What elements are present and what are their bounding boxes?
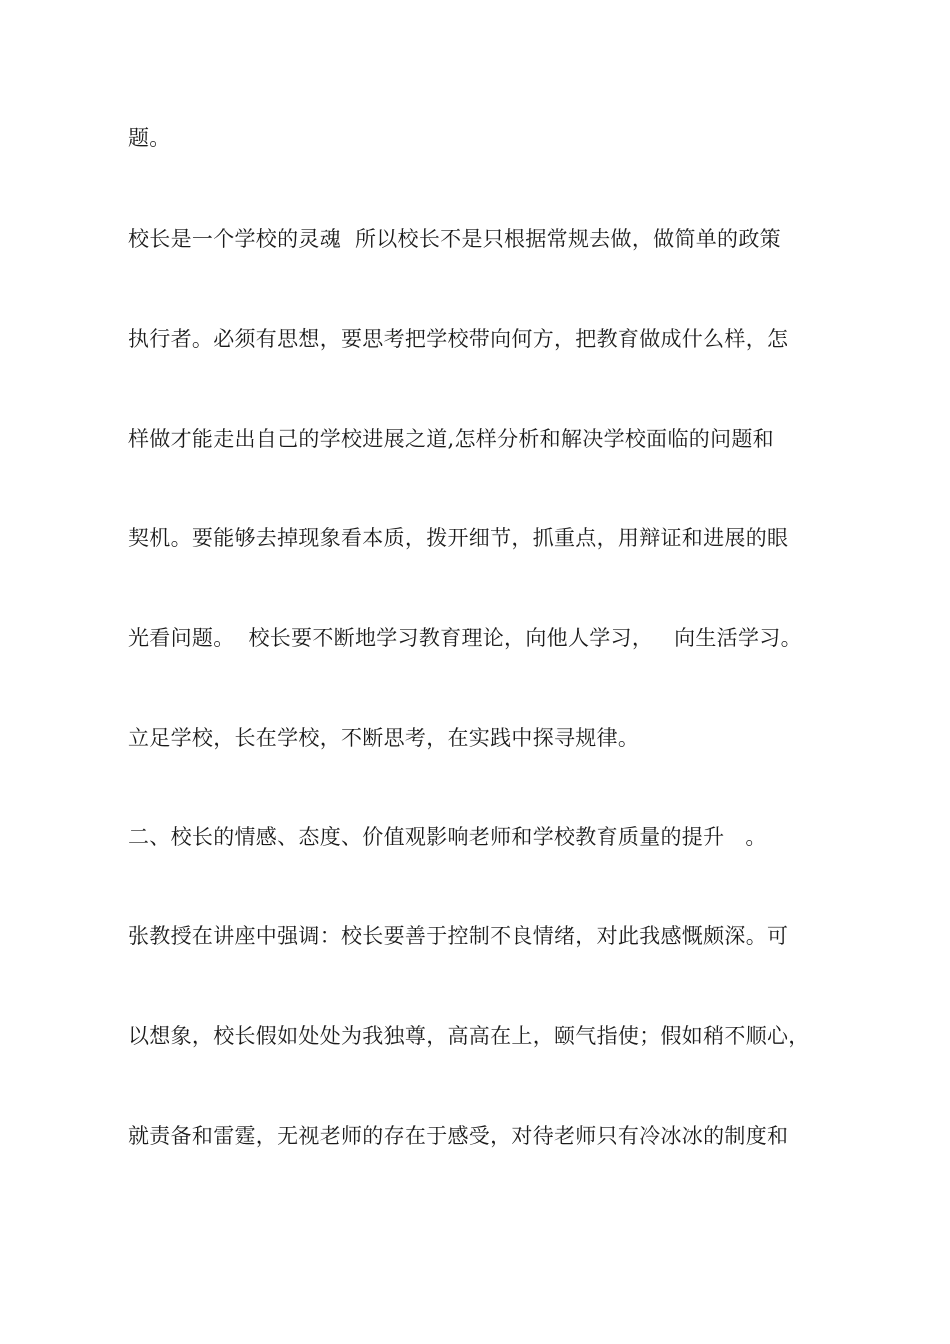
text-line-5: 契机。要能够去掉现象看本质，拨开细节，抓重点，用辩证和进展的眼 — [128, 526, 789, 550]
text-line-6: 光看问题。 校长要不断地学习教育理论，向他人学习， 向生活学习。 — [128, 626, 802, 650]
section-heading: 二、校长的情感、态度、价值观影响老师和学校教育质量的提升 。 — [128, 825, 767, 849]
text-line-11: 就责备和雷霆，无视老师的存在于感受，对待老师只有冷冰冰的制度和 — [128, 1124, 789, 1148]
text-line-2: 校长是一个学校的灵魂 所以校长不是只根据常规去做，做简单的政策 — [128, 227, 781, 251]
text-line-4: 样做才能走出自己的学校进展之道,怎样分析和解决学校面临的问题和 — [128, 427, 774, 451]
text-line-9: 张教授在讲座中强调：校长要善于控制不良情绪，对此我感慨颇深。可 — [128, 924, 789, 948]
text-line-10: 以想象，校长假如处处为我独尊，高高在上，颐气指使；假如稍不顺心， — [128, 1024, 810, 1048]
text-line-3: 执行者。必须有思想，要思考把学校带向何方，把教育做成什么样，怎 — [128, 327, 789, 351]
text-line-1: 题。 — [128, 126, 171, 150]
text-line-7: 立足学校，长在学校，不断思考，在实践中探寻规律。 — [128, 726, 640, 750]
